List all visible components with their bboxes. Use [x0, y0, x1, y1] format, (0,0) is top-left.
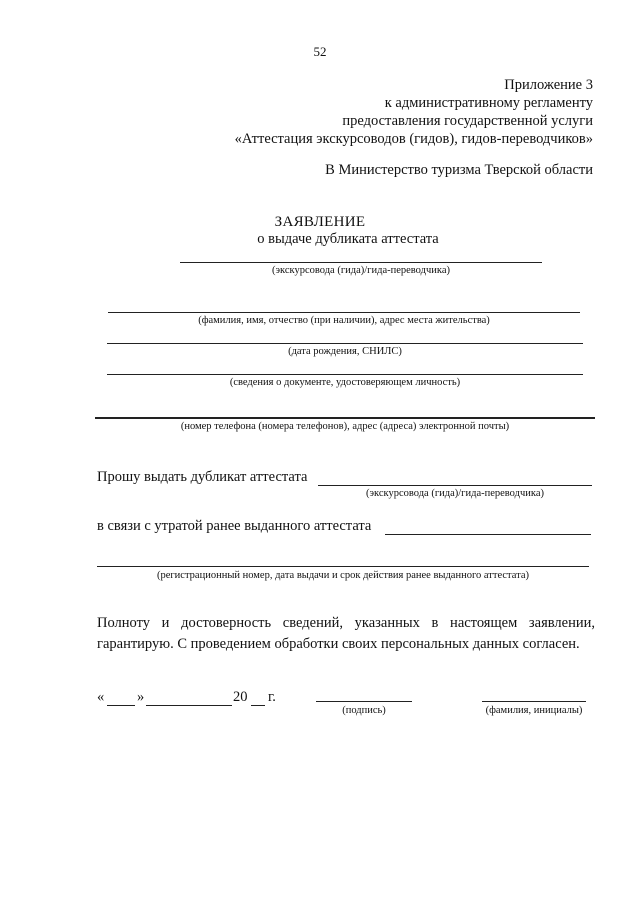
reason-text: в связи с утратой ранее выданного аттестата — [97, 518, 372, 534]
appendix-line-2: к административному регламенту — [384, 95, 593, 111]
signature-caption: (подпись) — [342, 705, 386, 716]
guarantee-paragraph: Полноту и достоверность сведений, указанных в настоящем заявлении, гарантирую. С проведением обработки своих персональных данных согласен. — [97, 615, 595, 652]
date-day-line[interactable] — [107, 705, 135, 706]
phone-email-line[interactable] — [95, 417, 595, 419]
duplicate-type-line[interactable] — [318, 485, 592, 486]
applicant-type-caption: (экскурсовода (гида)/гида-переводчика) — [272, 265, 450, 276]
birth-snils-line[interactable] — [107, 343, 583, 344]
page-number: 52 — [313, 44, 327, 59]
signature-line[interactable] — [316, 701, 412, 702]
reason-line[interactable] — [385, 534, 591, 535]
id-document-line[interactable] — [107, 374, 583, 375]
certificate-details-line[interactable] — [97, 566, 589, 567]
appendix-line-1: Приложение 3 — [504, 77, 593, 93]
date-year-line[interactable] — [251, 705, 265, 706]
date-year-prefix: 20 — [233, 689, 248, 705]
request-text: Прошу выдать дубликат аттестата — [97, 469, 308, 485]
date-close-quote: » — [137, 689, 145, 705]
date-open-quote: « — [97, 689, 105, 705]
applicant-type-line[interactable] — [180, 262, 542, 263]
surname-initials-line[interactable] — [482, 701, 586, 702]
addressee: В Министерство туризма Тверской области — [325, 162, 593, 178]
appendix-line-4: «Аттестация экскурсоводов (гидов), гидов-переводчиков» — [234, 131, 593, 147]
full-name-address-line[interactable] — [108, 312, 580, 313]
appendix-header — [235, 76, 593, 148]
document-subtitle: о выдаче дубликата аттестата — [257, 231, 439, 247]
full-name-address-caption: (фамилия, имя, отчество (при наличии), адрес места жительства) — [198, 315, 490, 326]
id-document-caption: (сведения о документе, удостоверяющем личность) — [229, 377, 461, 388]
phone-email-caption: (номер телефона (номера телефонов), адрес (адреса) электронной почты) — [180, 421, 510, 432]
date-month-line[interactable] — [146, 705, 232, 706]
surname-initials-caption: (фамилия, инициалы) — [485, 705, 583, 716]
date-year-suffix: г. — [268, 689, 276, 705]
certificate-details-caption: (регистрационный номер, дата выдачи и срок действия ранее выданного аттестата) — [156, 570, 530, 581]
document-title: ЗАЯВЛЕНИЕ — [274, 214, 366, 230]
birth-snils-caption: (дата рождения, СНИЛС) — [288, 346, 402, 357]
duplicate-type-caption: (экскурсовода (гида)/гида-переводчика) — [366, 488, 544, 499]
appendix-line-3: предоставления государственной услуги — [342, 113, 593, 129]
